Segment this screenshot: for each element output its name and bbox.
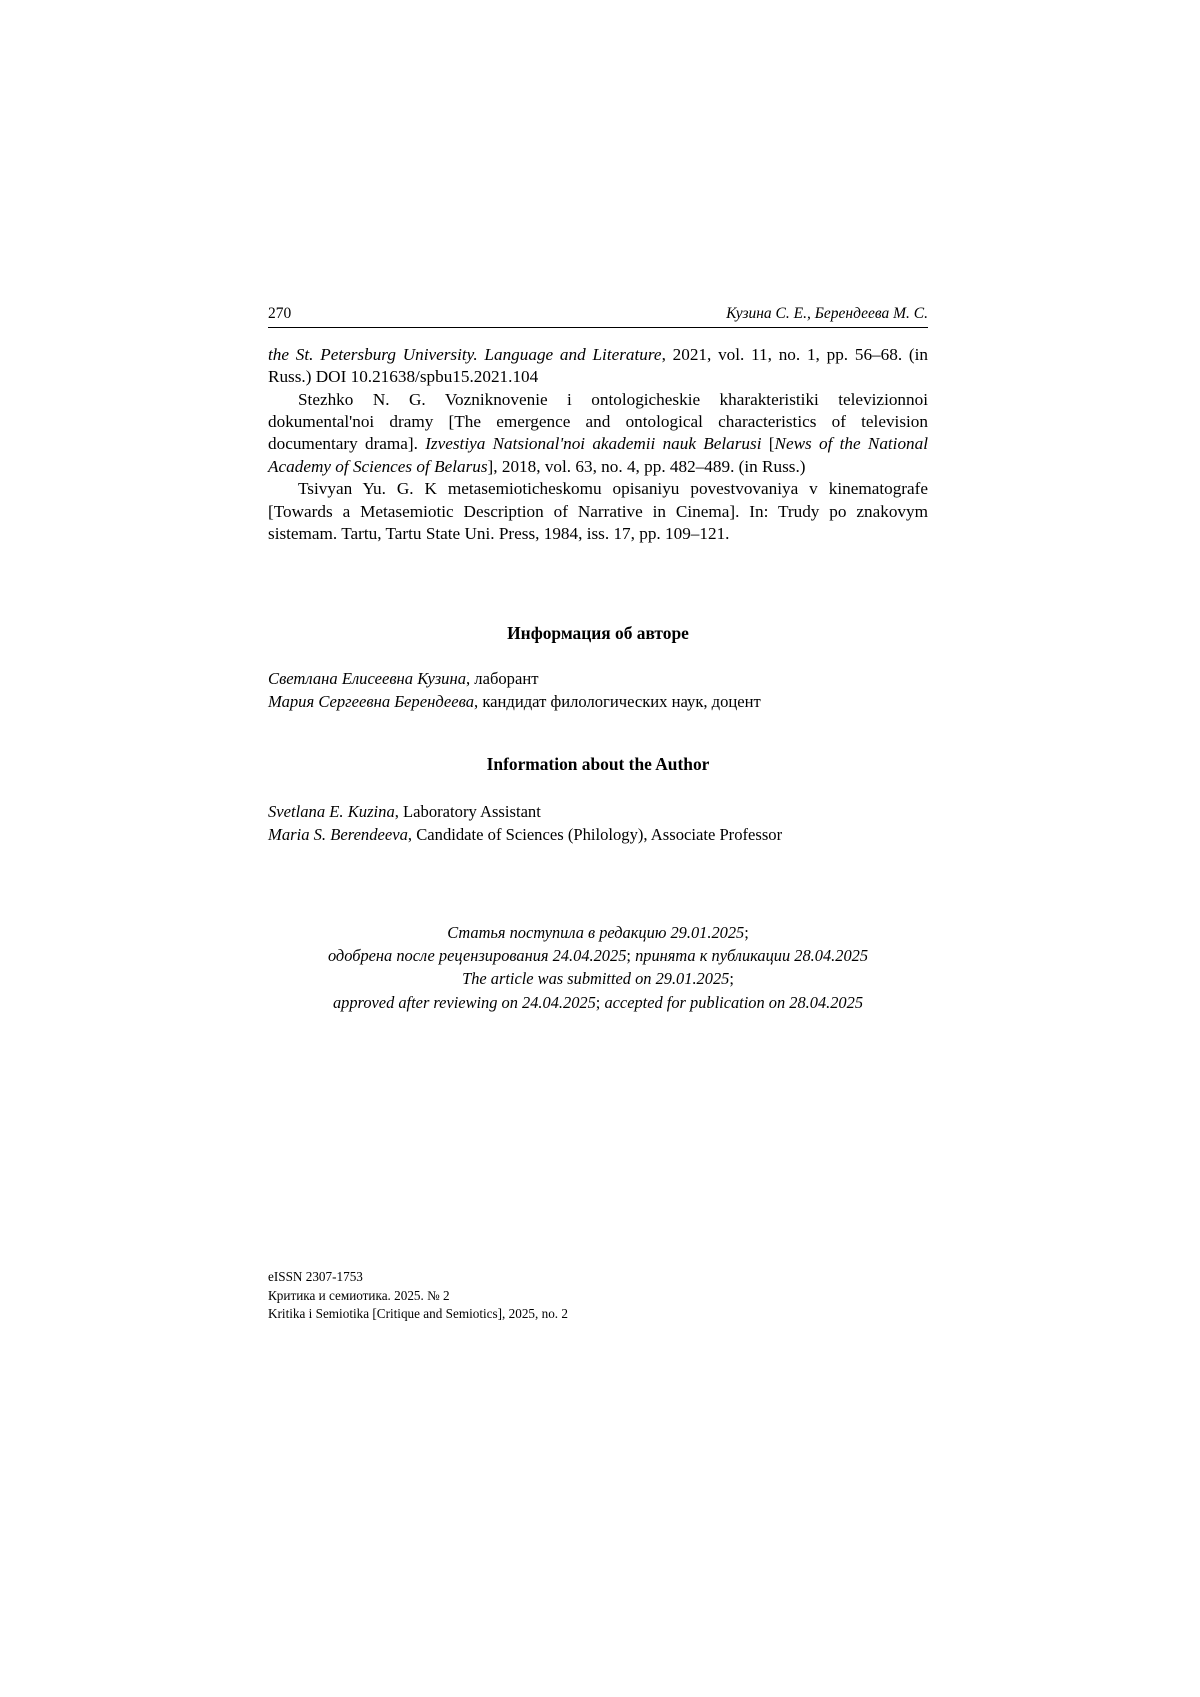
- author-entry: [268, 801, 928, 824]
- date-line-en-submitted: [268, 967, 928, 990]
- reference-detail: , 2021, vol. 11, no. 1, pp. 56–68. (in Russ.) DOI 10.21638/spbu15.2021.104: [268, 345, 928, 387]
- reference-author-title: Stezhko N. G. Vozniknovenie i ontologicheskie kharakteristiki televizionnoi dokumental'noi dramy [The emergence and ontological characteristics of television documentary drama].: [268, 389, 928, 454]
- author-role: , Laboratory Assistant: [394, 802, 541, 822]
- page-content: [268, 305, 928, 1014]
- date-line-en-approved: [268, 991, 928, 1014]
- author-entry: [268, 824, 928, 847]
- page-number: 270: [268, 305, 292, 322]
- author-role: , кандидат филологических наук, доцент: [474, 692, 761, 712]
- date-line-ru-submitted: [268, 921, 928, 944]
- running-head-authors: Кузина С. Е., Берендеева М. С.: [726, 305, 928, 322]
- author-name: Мария Сергеевна Берендеева: [268, 692, 475, 712]
- submission-dates: [268, 921, 928, 1014]
- author-name: Maria S. Berendeeva: [268, 824, 408, 844]
- date-line-ru-approved: [268, 944, 928, 967]
- reference-bracket-open: [: [761, 434, 775, 454]
- author-role: , лаборант: [466, 669, 539, 689]
- author-entry: [268, 668, 928, 691]
- footer-journal-ru: Критика и семиотика. 2025. № 2: [268, 1287, 450, 1303]
- date-text: Статья поступила в редакцию 29.01.2025: [447, 922, 745, 942]
- footer-issn: eISSN 2307-1753: [268, 1269, 363, 1284]
- reference-source-title: the St. Petersburg University. Language and Literature: [268, 345, 662, 364]
- date-text: accepted for publication on 28.04.2025: [604, 992, 864, 1012]
- date-separator: ;: [595, 992, 605, 1012]
- reference-source-translation: News of the National Academy of Sciences of Belarus: [268, 434, 929, 476]
- reference-detail: ], 2018, vol. 63, no. 4, pp. 482–489. (in Russ.): [487, 456, 806, 476]
- date-separator: ;: [744, 922, 749, 942]
- author-entry: [268, 691, 928, 714]
- footer-journal-en: Kritika i Semiotika [Critique and Semiotics], 2025, no. 2: [268, 1306, 568, 1322]
- reference-entry: [268, 344, 928, 389]
- reference-entry: [268, 478, 928, 545]
- author-info-ru-block: [268, 668, 928, 714]
- page-footer: [268, 1268, 928, 1324]
- author-info-en-heading: Information about the Author: [486, 754, 710, 775]
- author-name: Светлана Елисеевна Кузина: [268, 669, 466, 689]
- date-text: принята к публикации 28.04.2025: [635, 946, 869, 966]
- author-role: , Candidate of Sciences (Philology), Associate Professor: [407, 824, 783, 844]
- reference-entry: [268, 389, 928, 478]
- author-info-ru-heading: Информация об авторе: [507, 623, 689, 644]
- date-text: The article was submitted on 29.01.2025: [462, 969, 730, 989]
- date-text: одобрена после рецензирования 24.04.2025: [327, 946, 627, 966]
- date-separator: ;: [626, 946, 636, 966]
- reference-source-title: Izvestiya Natsional'noi akademii nauk Belarusi: [425, 434, 762, 454]
- author-info-en-block: [268, 801, 928, 847]
- date-text: approved after reviewing on 24.04.2025: [332, 992, 596, 1012]
- references-list: [268, 344, 928, 545]
- date-separator: ;: [729, 969, 734, 989]
- reference-full-text: Tsivyan Yu. G. K metasemioticheskomu opisaniyu povestvovaniya v kinematografe [Towards a Metasemiotic Description of Narrative in Cinema]. In: Trudy po znakovym sistemam. Tartu, Tartu State Uni. Press, 1984, iss. 17, pp. 109–121.: [268, 479, 928, 543]
- author-name: Svetlana E. Kuzina: [268, 802, 395, 822]
- running-head: [268, 305, 928, 328]
